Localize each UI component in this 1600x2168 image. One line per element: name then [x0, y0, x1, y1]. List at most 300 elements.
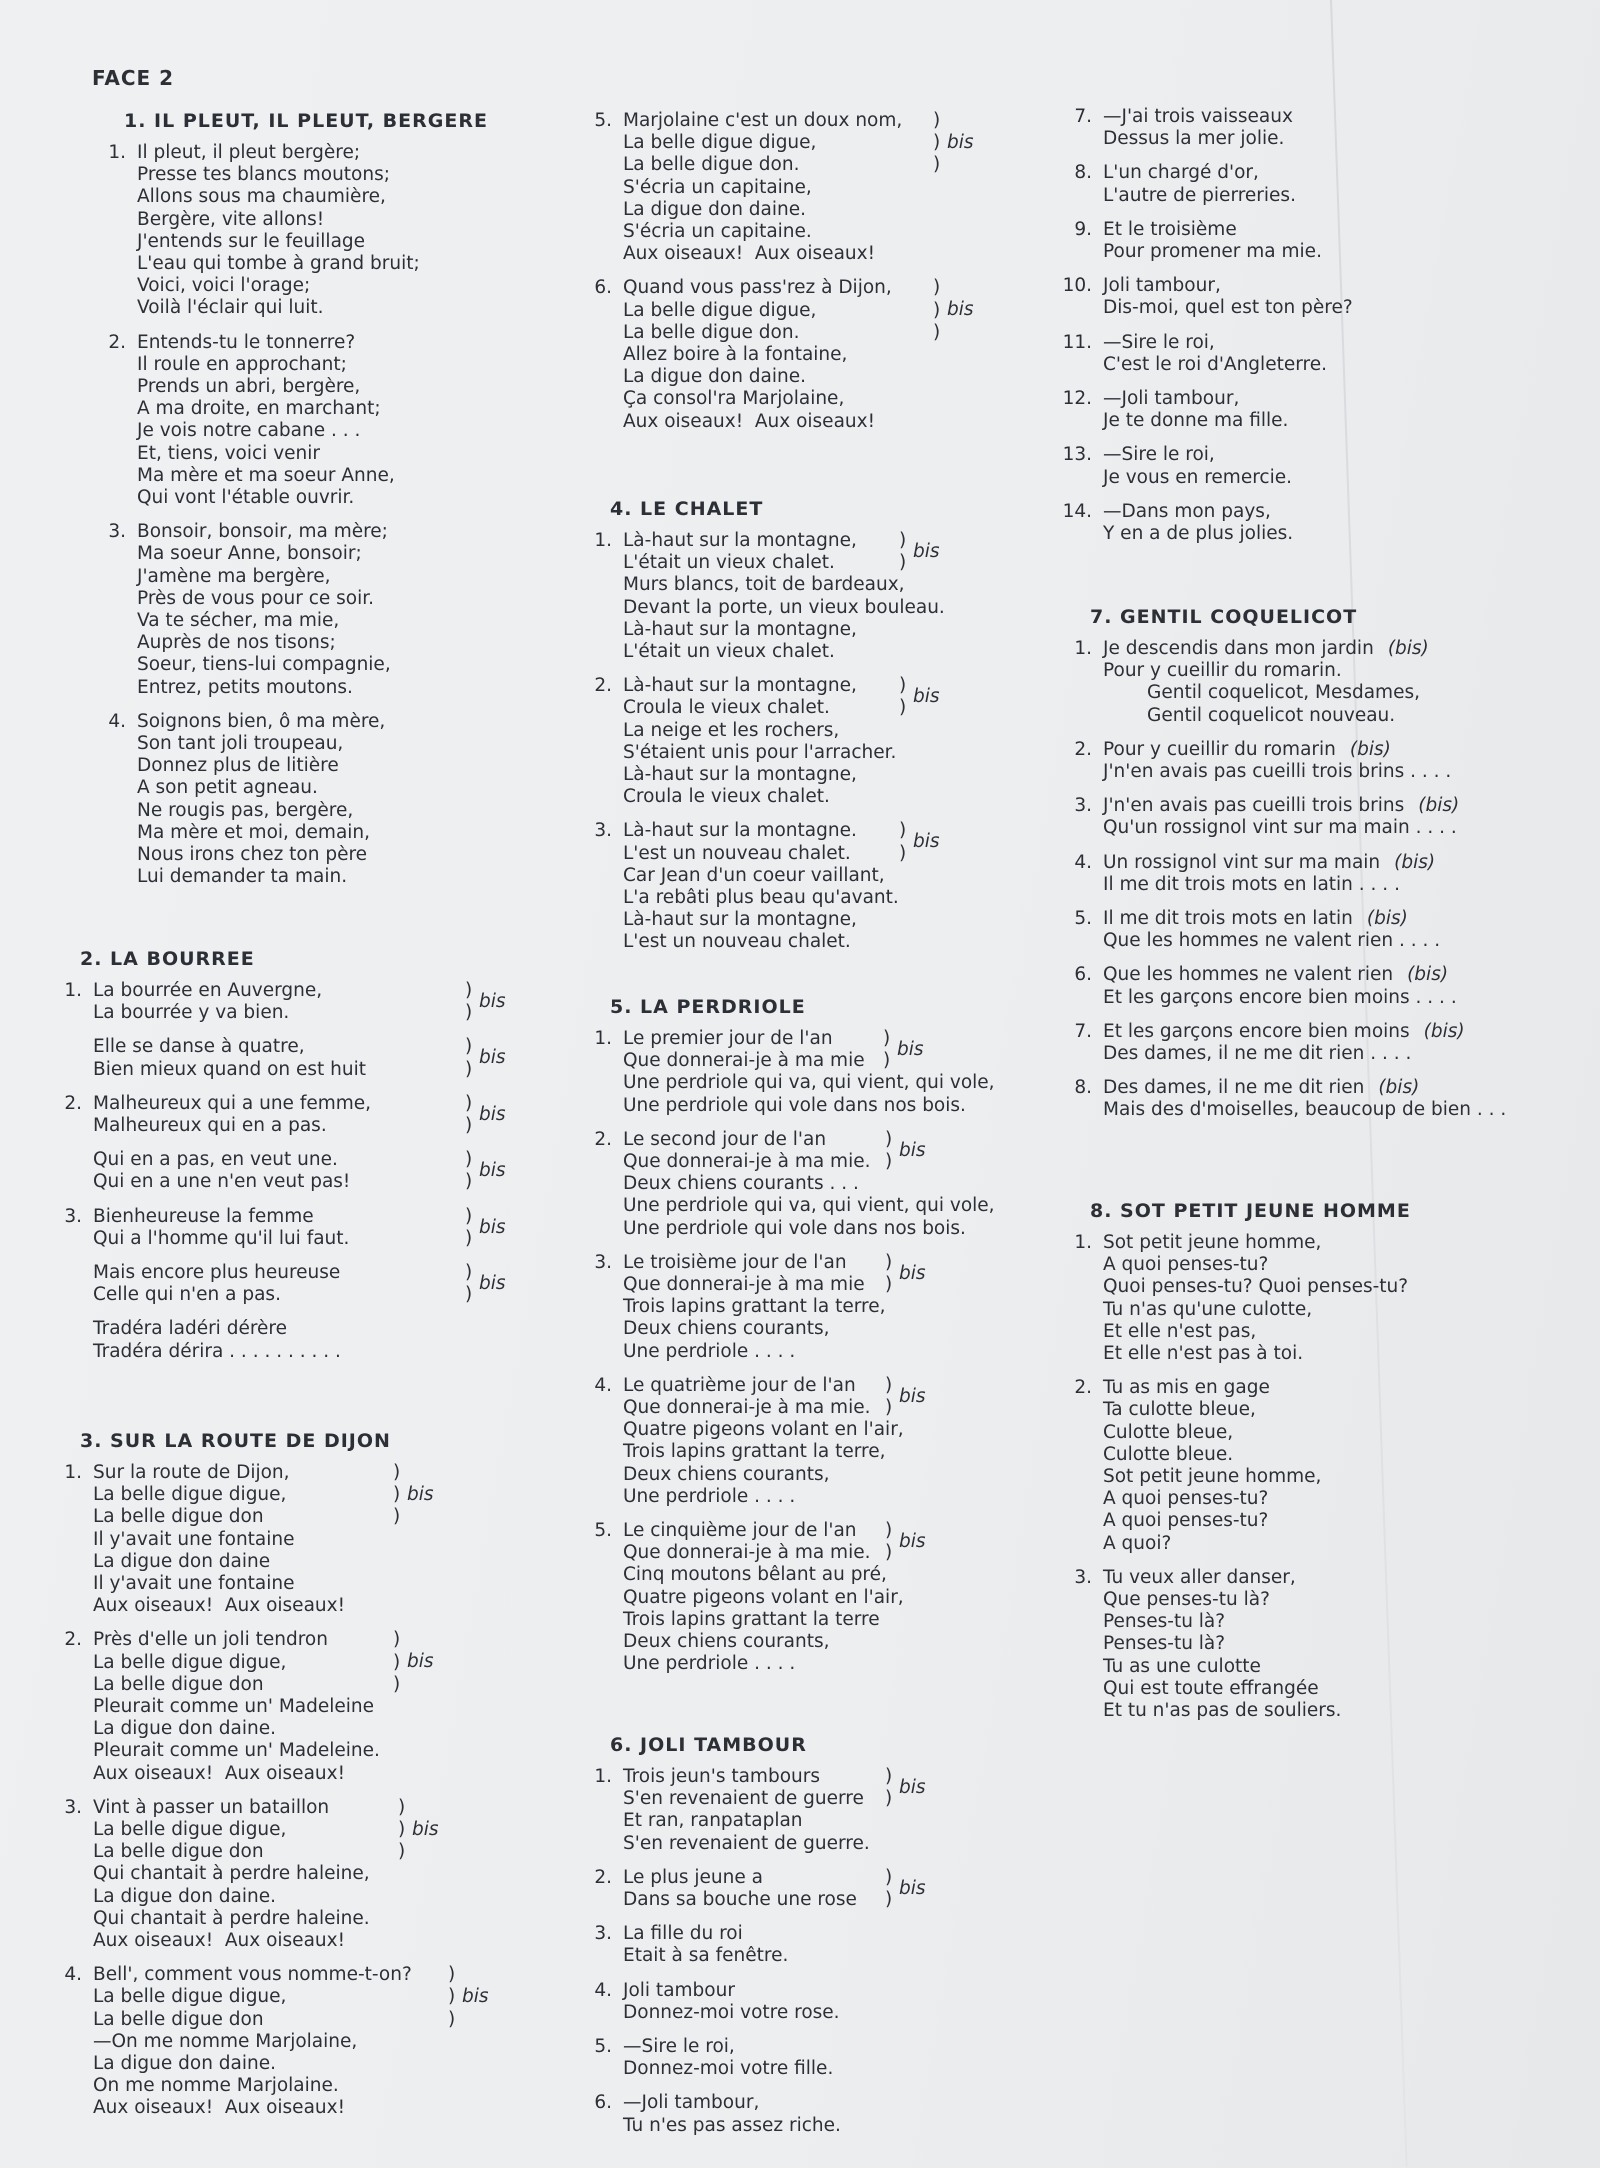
stanza-lines — [623, 1252, 1102, 1363]
lyric-line: Donnez-moi votre fille. — [623, 2058, 834, 2080]
lyric-line: Lui demander ta main. — [137, 866, 348, 888]
lyric-line: Tu as mis en gage — [1103, 1377, 1270, 1399]
lyric-line: Qui en a une n'en veut pas! — [93, 1171, 351, 1193]
lyric-line: Etait à sa fenêtre. — [623, 1945, 789, 1967]
lyric-line: S'étaient unis pour l'arracher. — [623, 741, 897, 763]
lyric-line: Et le troisième — [1103, 218, 1237, 240]
lyric-line-with-bis — [1103, 852, 1592, 874]
lyric-line: Et les garçons encore bien moins — [1103, 1020, 1410, 1042]
lyric-line: La digue don daine. — [623, 198, 807, 220]
repeat-bracket: ) ) — [885, 1520, 893, 1564]
stanza — [1062, 908, 1592, 952]
song-joli-tambour — [582, 1734, 1102, 2149]
song-title: 8. SOT PETIT JEUNE HOMME — [1090, 1200, 1411, 1222]
lyric-line: Qui en a pas, en veut une. — [93, 1149, 338, 1171]
lyric-line: La belle digue don — [93, 1841, 264, 1863]
stanza — [96, 332, 576, 510]
stanza-lines — [1103, 1077, 1592, 1121]
stanza-number: 7. — [1074, 1020, 1092, 1042]
lyric-line: Dessus la mer jolie. — [1103, 128, 1285, 150]
stanza — [582, 277, 1102, 432]
stanza-number: 10. — [1062, 275, 1092, 297]
stanza — [52, 1629, 552, 1784]
lyric-line: C'est le roi d'Angleterre. — [1103, 353, 1327, 375]
stanza-number: 1. — [64, 1462, 82, 1483]
lyric-line: Joli tambour — [623, 1979, 735, 2001]
lyric-line: Bell', comment vous nomme-t-on? — [93, 1964, 412, 1986]
lyric-line: Que donnerai-je à ma mie. — [623, 1397, 871, 1419]
stanza — [52, 1318, 532, 1362]
lyric-line: Entrez, petits moutons. — [137, 676, 353, 698]
stanza — [52, 1093, 532, 1137]
lyric-line: —Joli tambour, — [623, 2092, 760, 2114]
stanza-lines — [623, 110, 1102, 265]
lyric-line: Le cinquième jour de l'an — [623, 1520, 857, 1542]
lyric-line: La bourrée en Auvergne, — [93, 980, 323, 1001]
bis-marker: (bis) — [1418, 795, 1460, 817]
lyric-line: Tu as une culotte — [1103, 1655, 1261, 1677]
lyric-line: Son tant joli troupeau, — [137, 733, 344, 755]
stanza-lines — [623, 530, 1102, 663]
lyric-line: Une perdriole . . . . — [623, 1340, 796, 1362]
lyric-line: Nous irons chez ton père — [137, 844, 368, 866]
repeat-bracket: ) ) — [899, 675, 907, 719]
bis-marker: bis — [913, 831, 940, 853]
repeat-bracket: ) ) — [885, 1251, 893, 1296]
lyric-line: Que donnerai-je à ma mie — [623, 1274, 865, 1296]
stanza-number: 6. — [594, 277, 612, 299]
bis-marker: bis — [947, 299, 974, 321]
stanza-number: 8. — [1074, 162, 1092, 184]
lyric-line: La digue don daine. — [93, 2053, 277, 2075]
bis-marker: bis — [899, 1531, 926, 1553]
repeat-bracket: ) ) — [899, 530, 907, 574]
stanza — [52, 980, 532, 1024]
bis-marker: bis — [899, 1139, 926, 1161]
lyric-line: Là-haut sur la montagne. — [623, 820, 857, 842]
lyric-line: Auprès de nos tisons; — [137, 632, 336, 654]
stanza — [582, 1766, 1102, 1855]
lyric-line: Gentil coquelicot, Mesdames, — [1147, 682, 1420, 704]
stanza-lines — [1103, 106, 1582, 150]
lyric-line: Il y'avait une fontaine — [93, 1573, 295, 1595]
stanza — [582, 1923, 1102, 1967]
stanza-number: 3. — [594, 820, 612, 842]
stanza-lines — [1103, 852, 1592, 896]
lyric-line: Je vois notre cabane . . . — [137, 420, 361, 442]
bis-marker: bis — [479, 1160, 506, 1182]
stanza-number: 1. — [1074, 638, 1092, 659]
repeat-bracket: ) ) ) — [933, 110, 941, 176]
lyric-line: Une perdriole qui va, qui vient, qui vole, — [623, 1195, 995, 1217]
lyric-line: Et ran, ranpataplan — [623, 1810, 803, 1832]
stanza-lines — [137, 521, 576, 699]
lyric-line: Le troisième jour de l'an — [623, 1251, 847, 1273]
lyric-line: S'écria un capitaine, — [623, 176, 812, 198]
lyric-line: Un rossignol vint sur ma main — [1103, 851, 1381, 873]
lyric-line: Allons sous ma chaumière, — [137, 186, 386, 208]
stanza-lines — [1103, 908, 1592, 952]
lyric-line: Le premier jour de l'an — [623, 1028, 833, 1049]
stanza-lines — [623, 1923, 1102, 1967]
stanza-lines — [1103, 219, 1582, 263]
lyric-line: Il me dit trois mots en latin . . . . — [1103, 873, 1400, 895]
repeat-bracket: ) ) — [885, 1128, 893, 1173]
stanza-number: 2. — [594, 1866, 612, 1888]
lyric-line: Allez boire à la fontaine, — [623, 344, 848, 366]
lyric-line: Bienheureuse la femme — [93, 1205, 314, 1227]
lyric-line: Penses-tu là? — [1103, 1633, 1226, 1655]
lyric-line: Gentil coquelicot nouveau. — [1147, 704, 1396, 726]
bis-marker: bis — [947, 132, 974, 153]
stanza-lines — [1103, 162, 1582, 206]
lyric-line: Trois lapins grattant la terre — [623, 1608, 880, 1630]
lyric-line: Presse tes blancs moutons; — [137, 164, 390, 186]
lyric-line: Une perdriole . . . . — [623, 1653, 796, 1675]
stanza-lines — [1103, 1021, 1592, 1065]
stanza — [52, 1964, 552, 2119]
lyric-line: Il y'avait une fontaine — [93, 1528, 295, 1550]
stanza-number: 5. — [1074, 908, 1092, 930]
stanza-number: 3. — [64, 1205, 82, 1227]
stanza — [52, 1036, 532, 1080]
stanza-number: 5. — [594, 2036, 612, 2058]
lyric-line: La belle digue digue, — [623, 299, 817, 321]
lyric-line-with-bis — [1103, 908, 1592, 930]
stanza — [1062, 501, 1582, 545]
lyric-line: Trois lapins grattant la terre, — [623, 1441, 886, 1463]
lyric-line: Quatre pigeons volant en l'air, — [623, 1586, 904, 1608]
bis-marker: bis — [407, 1651, 434, 1673]
song-title: 6. JOLI TAMBOUR — [610, 1734, 807, 1756]
lyric-line: La belle digue don — [93, 1673, 264, 1695]
stanza — [582, 1980, 1102, 2024]
bis-marker: bis — [899, 1385, 926, 1407]
bis-marker: bis — [479, 1216, 506, 1238]
lyric-line: —Sire le roi, — [1103, 331, 1215, 353]
stanza-lines — [1103, 638, 1592, 727]
lyric-line: Sot petit jeune homme, — [1103, 1466, 1322, 1488]
stanza — [582, 1867, 1102, 1911]
stanza — [52, 1797, 552, 1952]
stanza-number: 4. — [64, 1964, 82, 1986]
lyric-line: Pour y cueillir du romarin. — [1103, 660, 1342, 682]
bis-marker: bis — [462, 1986, 489, 2008]
stanza — [1062, 162, 1582, 206]
bis-marker: (bis) — [1423, 1020, 1465, 1042]
repeat-bracket: ) ) ) — [933, 277, 941, 343]
lyric-line: Joli tambour, — [1103, 275, 1221, 297]
lyric-line: Aux oiseaux! Aux oiseaux! — [93, 1595, 345, 1617]
bis-marker: (bis) — [1366, 908, 1408, 930]
lyric-line: Qui a l'homme qu'il lui faut. — [93, 1227, 350, 1249]
lyric-line: Donnez-moi votre rose. — [623, 2001, 840, 2023]
repeat-bracket: ) ) — [885, 1766, 893, 1810]
lyric-line: Deux chiens courants . . . — [623, 1173, 859, 1195]
stanza-lines — [1103, 501, 1582, 545]
lyric-line: Pleurait comme un' Madeleine. — [93, 1740, 380, 1762]
bis-marker: bis — [407, 1484, 434, 1505]
stanza-lines — [623, 1520, 1102, 1675]
lyric-line: Je vous en remercie. — [1103, 466, 1292, 488]
stanza-number: 5. — [594, 1520, 612, 1542]
lyric-line: Pleurait comme un' Madeleine — [93, 1696, 375, 1718]
song-il-pleut — [96, 110, 576, 901]
song-route-de-dijon-continued — [582, 110, 1102, 445]
lyric-line: La fille du roi — [623, 1923, 743, 1945]
stanza-lines — [1103, 964, 1592, 1008]
lyric-line: La belle digue digue, — [93, 1651, 287, 1673]
song-le-chalet — [582, 498, 1102, 966]
stanza-lines — [1103, 332, 1582, 376]
lyric-line: Une perdriole qui vole dans nos bois. — [623, 1094, 966, 1116]
lyric-line: Malheureux qui a une femme, — [93, 1092, 372, 1114]
stanza-lines — [137, 332, 576, 510]
stanza — [52, 1206, 532, 1250]
lyric-line: Vint à passer un bataillon — [93, 1796, 330, 1818]
lyric-line: La belle digue don. — [623, 154, 800, 176]
stanza — [1062, 1232, 1582, 1365]
stanza — [1062, 444, 1582, 488]
bis-marker: bis — [479, 991, 506, 1012]
lyric-line: Là-haut sur la montagne, — [623, 618, 857, 640]
stanza-lines — [1103, 444, 1582, 488]
lyric-line: S'en revenaient de guerre. — [623, 1832, 870, 1854]
lyric-line: L'eau qui tombe à grand bruit; — [137, 253, 420, 275]
lyric-line: Et elle n'est pas à toi. — [1103, 1343, 1304, 1365]
stanza-number: 2. — [594, 1128, 612, 1150]
lyric-line: Croula le vieux chalet. — [623, 786, 830, 808]
lyric-line: Mais encore plus heureuse — [93, 1262, 341, 1284]
lyric-line: Deux chiens courants, — [623, 1631, 830, 1653]
bis-marker: bis — [913, 541, 940, 562]
lyric-line: Il me dit trois mots en latin — [1103, 908, 1353, 930]
stanza-number: 11. — [1062, 331, 1092, 353]
stanza-number: 9. — [1074, 218, 1092, 240]
lyric-line: L'était un vieux chalet. — [623, 552, 835, 574]
lyric-line: La digue don daine. — [93, 1718, 277, 1740]
lyric-line: Qui vont l'étable ouvrir. — [137, 487, 355, 509]
lyric-line: Le second jour de l'an — [623, 1128, 827, 1150]
song-la-perdriole — [582, 996, 1102, 1687]
lyric-line: Je te donne ma fille. — [1103, 410, 1289, 432]
stanza-lines — [1103, 795, 1592, 839]
lyric-line: A son petit agneau. — [137, 777, 318, 799]
lyric-line: La digue don daine. — [93, 1885, 277, 1907]
bis-marker: bis — [897, 1039, 924, 1060]
repeat-bracket: ) ) — [883, 1028, 891, 1072]
lyric-line: J'amène ma bergère, — [137, 565, 331, 587]
stanza — [582, 110, 1102, 265]
stanza-lines — [1103, 388, 1582, 432]
lyric-line: L'est un nouveau chalet. — [623, 842, 851, 864]
stanza-lines — [1103, 739, 1592, 783]
lyric-line: J'n'en avais pas cueilli trois brins . . . . — [1103, 761, 1452, 783]
repeat-bracket: ) ) ) — [398, 1796, 406, 1863]
lyric-line: Ma soeur Anne, bonsoir; — [137, 543, 362, 565]
lyric-line: La belle digue digue, — [93, 1986, 287, 2008]
stanza-number: 2. — [64, 1092, 82, 1114]
stanza-lines — [623, 1028, 1102, 1117]
lyric-line: —Sire le roi, — [1103, 444, 1215, 466]
lyric-line: J'entends sur le feuillage — [137, 230, 366, 252]
lyric-line-with-bis — [1103, 1021, 1592, 1043]
stanza — [582, 1028, 1102, 1117]
repeat-bracket: ) ) ) — [448, 1964, 456, 2030]
song-title: 5. LA PERDRIOLE — [610, 996, 806, 1018]
lyric-line: L'a rebâti plus beau qu'avant. — [623, 887, 899, 909]
stanza — [1062, 852, 1592, 896]
lyric-line-with-bis — [1103, 1077, 1592, 1099]
lyric-line: —Dans mon pays, — [1103, 500, 1271, 522]
lyric-line: La bourrée y va bien. — [93, 1002, 290, 1024]
lyric-line: Il pleut, il pleut bergère; — [137, 142, 361, 163]
lyric-line: Qui chantait à perdre haleine. — [93, 1907, 370, 1929]
lyric-line: Et les garçons encore bien moins . . . . — [1103, 986, 1457, 1008]
lyric-line: —Sire le roi, — [623, 2036, 735, 2058]
stanza — [1062, 638, 1592, 727]
lyric-line-with-bis — [1103, 638, 1592, 660]
lyric-line: Penses-tu là? — [1103, 1611, 1226, 1633]
repeat-bracket: ) ) — [465, 1262, 473, 1306]
lyric-line: Des dames, il ne me dit rien — [1103, 1077, 1365, 1099]
stanza-lines — [623, 2036, 1102, 2080]
lyric-line: Ta culotte bleue, — [1103, 1399, 1256, 1421]
lyric-line: Soeur, tiens-lui compagnie, — [137, 654, 391, 676]
stanza — [52, 1149, 532, 1193]
stanza-number: 5. — [594, 110, 612, 131]
stanza-number: 4. — [594, 1979, 612, 2001]
stanza-number: 13. — [1062, 444, 1092, 466]
lyric-line: La belle digue digue, — [623, 132, 817, 154]
lyric-line: —J'ai trois vaisseaux — [1103, 106, 1293, 127]
stanza — [96, 711, 576, 889]
stanza-lines — [93, 1462, 552, 1617]
stanza — [1062, 964, 1592, 1008]
repeat-bracket: ) ) — [465, 1036, 473, 1080]
lyric-line: Voilà l'éclair qui luit. — [137, 297, 324, 319]
lyric-line: Je descendis dans mon jardin — [1103, 638, 1374, 659]
song-joli-tambour-continued — [1062, 106, 1582, 557]
lyric-line: A quoi penses-tu? — [1103, 1510, 1269, 1532]
lyric-line: Quatre pigeons volant en l'air, — [623, 1419, 904, 1441]
lyric-line: Aux oiseaux! Aux oiseaux! — [623, 410, 875, 432]
lyric-line: Que donnerai-je à ma mie — [623, 1050, 865, 1072]
repeat-bracket: ) ) — [465, 980, 473, 1024]
lyric-line: Une perdriole qui vole dans nos bois. — [623, 1217, 966, 1239]
repeat-bracket: ) ) — [899, 820, 907, 864]
stanza-lines — [1103, 1232, 1582, 1365]
lyric-line: Car Jean d'un coeur vaillant, — [623, 864, 885, 886]
stanza-lines — [1103, 1567, 1582, 1722]
stanza — [96, 142, 576, 320]
stanza — [1062, 1077, 1592, 1121]
stanza-number: 2. — [64, 1629, 82, 1651]
stanza — [1062, 332, 1582, 376]
lyric-line: A quoi penses-tu? — [1103, 1488, 1269, 1510]
song-route-de-dijon — [52, 1430, 552, 2132]
stanza-number: 1. — [594, 1028, 612, 1049]
bis-marker: (bis) — [1349, 738, 1391, 760]
lyric-line: Tradéra dérira . . . . . . . . . . — [93, 1340, 341, 1362]
lyric-line: Deux chiens courants, — [623, 1463, 830, 1485]
stanza-number: 14. — [1062, 500, 1092, 522]
lyric-line: Qui est toute effrangée — [1103, 1677, 1319, 1699]
stanza — [1062, 106, 1582, 150]
lyric-line: Que donnerai-je à ma mie. — [623, 1151, 871, 1173]
lyric-line: Là-haut sur la montagne, — [623, 530, 857, 551]
lyric-line: Et elle n'est pas, — [1103, 1320, 1257, 1342]
lyric-line: Soignons bien, ô ma mère, — [137, 710, 386, 732]
lyric-line: Dis-moi, quel est ton père? — [1103, 297, 1353, 319]
song-title: 1. IL PLEUT, IL PLEUT, BERGERE — [124, 110, 488, 132]
bis-marker: bis — [913, 686, 940, 708]
stanza-number: 1. — [594, 1766, 612, 1787]
bis-marker: bis — [899, 1262, 926, 1284]
lyric-line: Que les hommes ne valent rien . . . . — [1103, 930, 1441, 952]
lyric-line: Celle qui n'en a pas. — [93, 1284, 281, 1306]
stanza-lines — [623, 675, 1102, 808]
lyric-line: Croula le vieux chalet. — [623, 697, 830, 719]
stanza — [582, 1129, 1102, 1240]
repeat-bracket: ) ) — [465, 1149, 473, 1193]
stanza-lines — [623, 1980, 1102, 2024]
lyric-line: La belle digue don — [93, 1506, 264, 1528]
stanza-lines — [623, 1867, 1102, 1911]
lyric-line: Sur la route de Dijon, — [93, 1462, 290, 1483]
lyric-line: Prends un abri, bergère, — [137, 376, 361, 398]
stanza — [1062, 388, 1582, 432]
lyric-line: Voici, voici l'orage; — [137, 275, 311, 297]
lyric-line: Trois jeun's tambours — [623, 1766, 820, 1787]
stanza — [1062, 795, 1592, 839]
stanza — [52, 1262, 532, 1306]
lyric-line: Une perdriole qui va, qui vient, qui vole, — [623, 1072, 995, 1094]
lyric-line: S'écria un capitaine. — [623, 221, 812, 243]
lyric-line: Murs blancs, toit de bardeaux, — [623, 574, 905, 596]
repeat-bracket: ) ) — [465, 1092, 473, 1137]
lyric-line: La belle digue don — [93, 2008, 264, 2030]
lyric-line: A ma droite, en marchant; — [137, 398, 381, 420]
lyric-line: Dans sa bouche une rose — [623, 1889, 857, 1911]
stanza — [96, 521, 576, 699]
stanza — [52, 1462, 552, 1617]
lyric-line: Bergère, vite allons! — [137, 208, 325, 230]
stanza — [1062, 739, 1592, 783]
lyric-line: Ça consol'ra Marjolaine, — [623, 388, 845, 410]
stanza — [582, 2092, 1102, 2136]
stanza-number: 1. — [64, 980, 82, 1001]
stanza — [1062, 1377, 1582, 1555]
lyric-line: Elle se danse à quatre, — [93, 1036, 305, 1058]
lyric-line: Là-haut sur la montagne, — [623, 909, 857, 931]
lyric-line: Le plus jeune a — [623, 1866, 763, 1888]
lyric-line: Que penses-tu là? — [1103, 1589, 1270, 1611]
lyric-line: La digue don daine — [93, 1550, 271, 1572]
lyric-line: Il roule en approchant; — [137, 353, 347, 375]
stanza — [582, 675, 1102, 808]
lyric-line: Tu veux aller danser, — [1103, 1566, 1296, 1588]
stanza — [1062, 219, 1582, 263]
lyric-line: Aux oiseaux! Aux oiseaux! — [93, 1762, 345, 1784]
lyric-line: Près d'elle un joli tendron — [93, 1629, 328, 1651]
stanza — [582, 1520, 1102, 1675]
stanza — [582, 2036, 1102, 2080]
stanza-number: 4. — [594, 1374, 612, 1396]
stanza-lines — [93, 1629, 552, 1784]
repeat-bracket: ) ) ) — [393, 1629, 401, 1695]
lyric-line: Devant la porte, un vieux bouleau. — [623, 596, 945, 618]
